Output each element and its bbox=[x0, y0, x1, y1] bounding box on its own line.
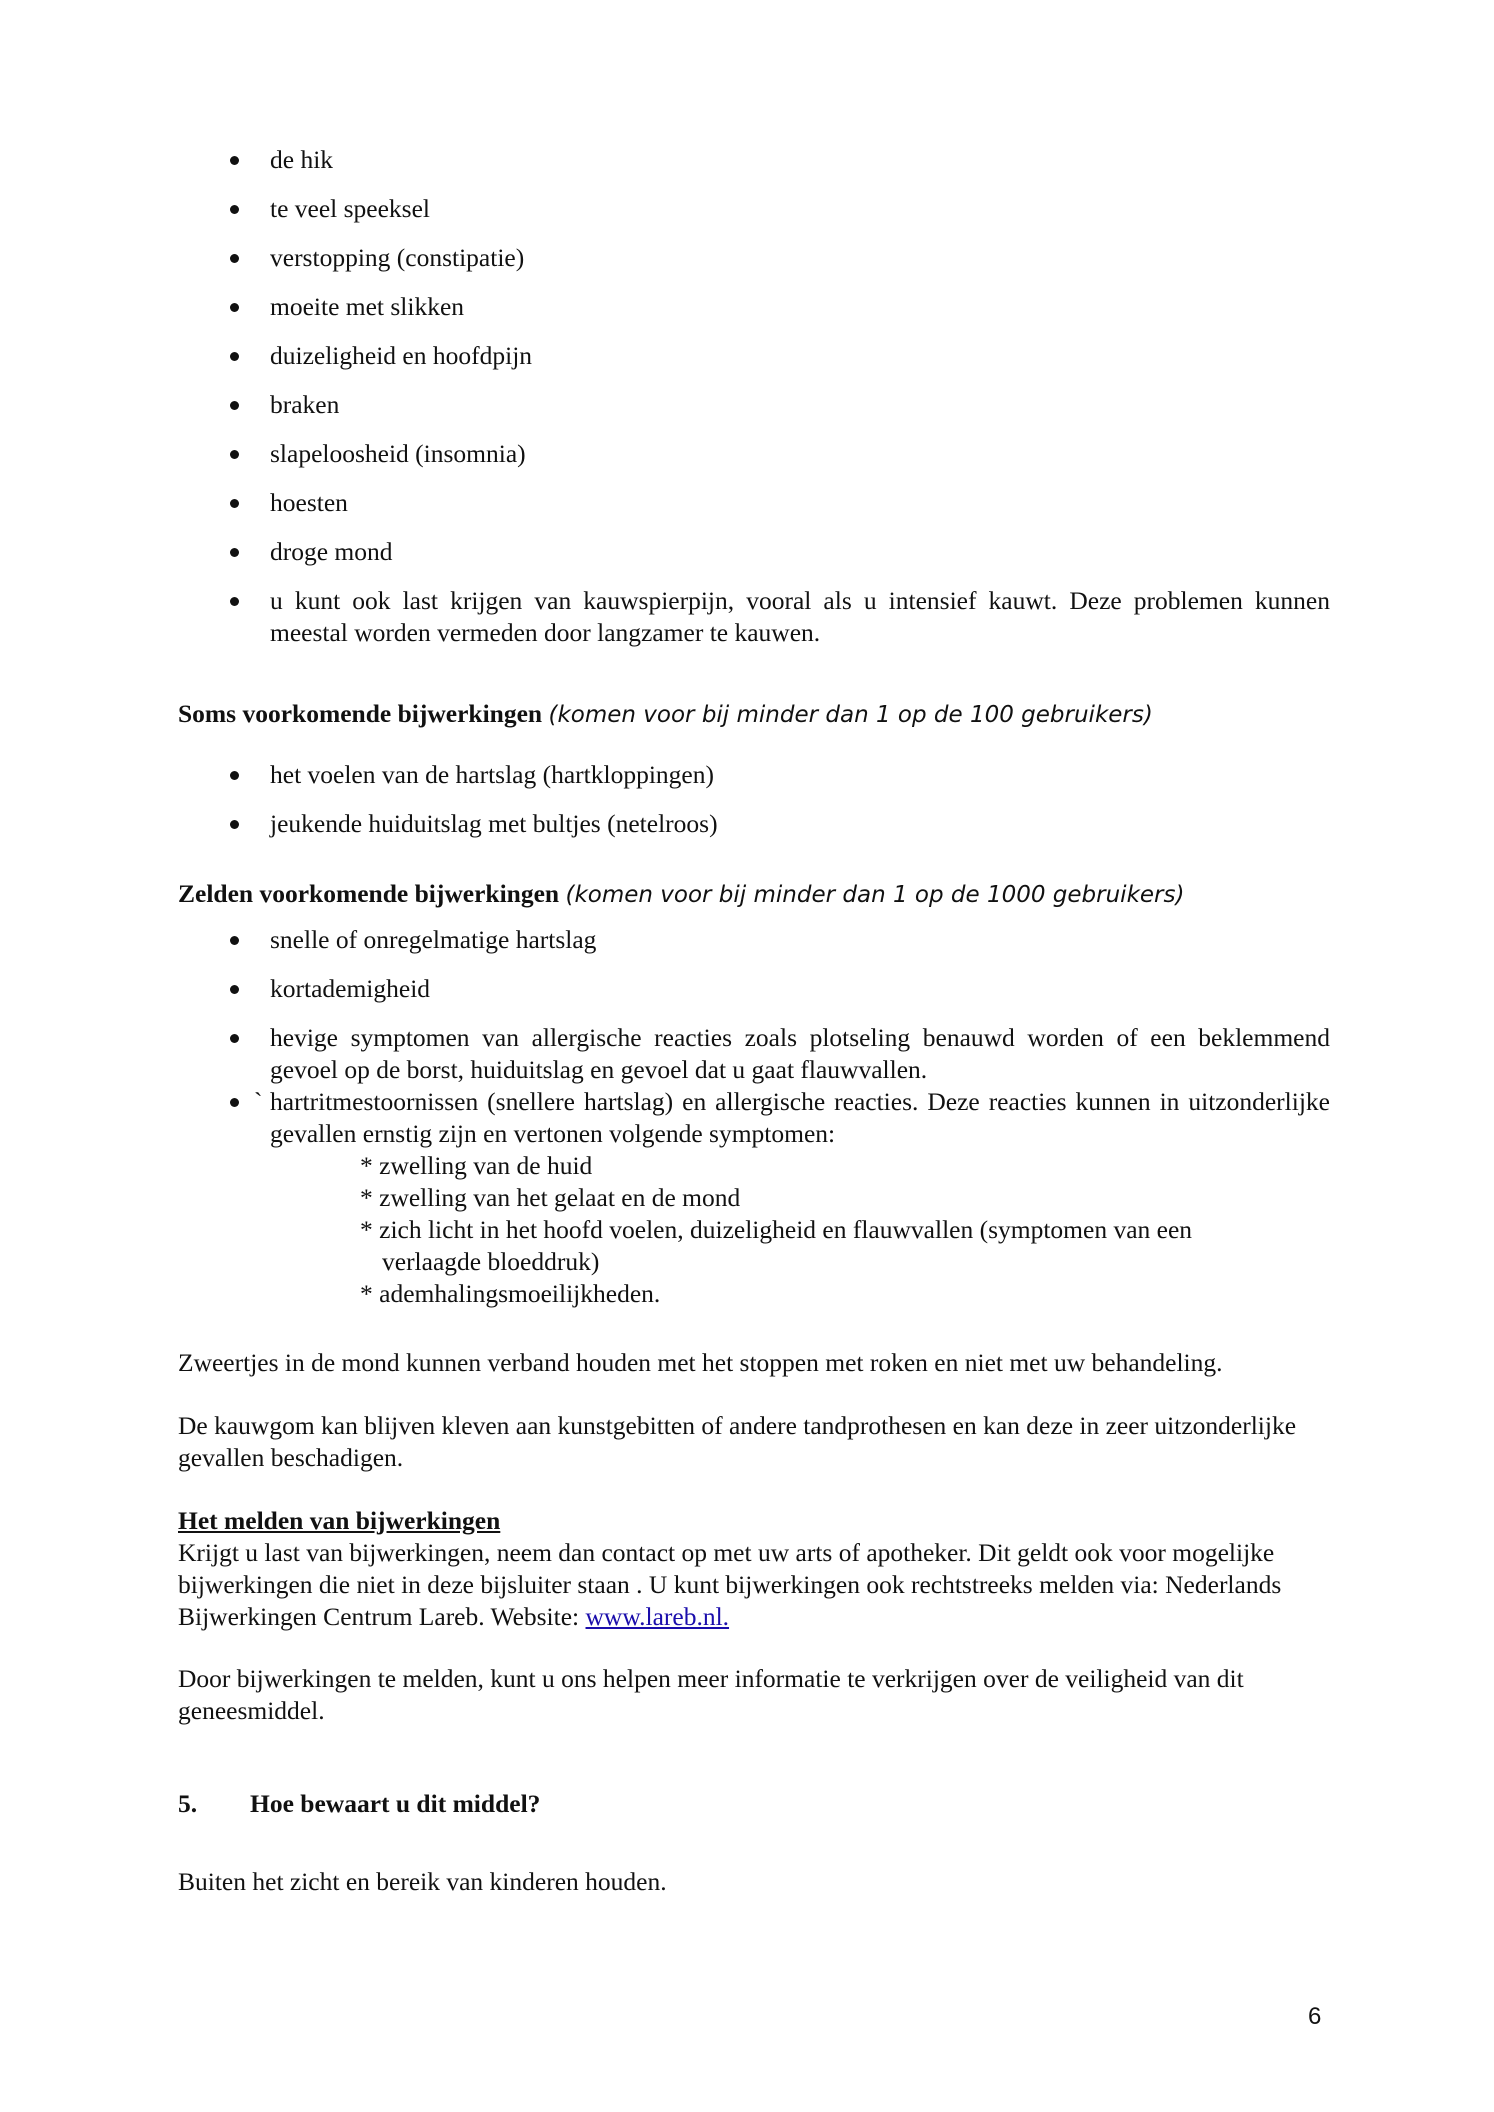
zelden-note: (komen voor bij minder dan 1 op de 1000 gebruikers) bbox=[565, 882, 1185, 908]
zelden-list bbox=[230, 924, 1330, 1310]
bullet-icon bbox=[230, 597, 239, 606]
bullet-icon bbox=[230, 205, 239, 214]
symptom-list bbox=[270, 1150, 1330, 1310]
section-heading bbox=[178, 1788, 540, 1820]
page-number: 6 bbox=[1308, 2003, 1322, 2030]
side-effects-list bbox=[230, 144, 1330, 649]
bewaren-paragraph: Buiten het zicht en bereik van kinderen houden. bbox=[178, 1867, 667, 1896]
section-number: 5. bbox=[178, 1789, 198, 1818]
soms-list bbox=[230, 759, 1330, 840]
list-item: ` hartritmestoornissen (snellere hartslag) en allergische reacties. Deze reacties kunnen in uitzonderlijke gevallen ernstig zijn en vertonen volgende symptomen: * zwelling van de huid * zwelling van het gelaat en de mond * zich licht in het hoofd voelen, duizeligheid en flauwvallen (symptomen van een verlaagde bloeddruk) * ademhalingsmoeilijkheden. bbox=[230, 1086, 1330, 1310]
bullet-icon bbox=[230, 1098, 239, 1107]
symptom-item: * ademhalingsmoeilijkheden. bbox=[360, 1279, 661, 1308]
list-item: duizeligheid en hoofdpijn bbox=[230, 340, 1330, 372]
list-item: het voelen van de hartslag (hartkloppingen) bbox=[230, 759, 1330, 791]
section-title: Hoe bewaart u dit middel? bbox=[250, 1789, 541, 1818]
lareb-link[interactable]: www.lareb.nl. bbox=[585, 1602, 730, 1631]
symptom-item-continued: verlaagde bloeddruk) bbox=[382, 1247, 600, 1276]
list-item: jeukende huiduitslag met bultjes (netelroos) bbox=[230, 808, 1330, 840]
list-item: kortademigheid bbox=[230, 973, 1330, 1005]
soms-heading bbox=[178, 698, 1328, 731]
soms-title: Soms voorkomende bijwerkingen bbox=[178, 699, 543, 728]
zelden-heading bbox=[178, 878, 1328, 911]
list-item: u kunt ook last krijgen van kauwspierpijn, vooral als u intensief kauwt. Deze problemen kunnen meestal worden vermeden door langzamer te kauwen. bbox=[230, 585, 1330, 649]
bullet-icon bbox=[230, 985, 239, 994]
bullet-icon bbox=[230, 303, 239, 312]
bullet-icon bbox=[230, 771, 239, 780]
symptom-item: * zich licht in het hoofd voelen, duizeligheid en flauwvallen (symptomen van een bbox=[360, 1215, 1193, 1244]
melden-title: Het melden van bijwerkingen bbox=[178, 1506, 501, 1535]
list-item: te veel speeksel bbox=[230, 193, 1330, 225]
melden-section bbox=[178, 1505, 1330, 1633]
bullet-icon bbox=[230, 1034, 239, 1043]
tick-mark: ` bbox=[254, 1087, 263, 1116]
list-item: braken bbox=[230, 389, 1330, 421]
bullet-icon bbox=[230, 548, 239, 557]
bullet-icon bbox=[230, 450, 239, 459]
list-item: droge mond bbox=[230, 536, 1330, 568]
melden-paragraph: Door bijwerkingen te melden, kunt u ons helpen meer informatie te verkrijgen over de veiligheid van dit geneesmiddel. bbox=[178, 1664, 1244, 1725]
bullet-icon bbox=[230, 820, 239, 829]
list-item: snelle of onregelmatige hartslag bbox=[230, 924, 1330, 956]
soms-note: (komen voor bij minder dan 1 op de 100 gebruikers) bbox=[548, 702, 1153, 728]
bullet-icon bbox=[230, 156, 239, 165]
bullet-icon bbox=[230, 254, 239, 263]
symptom-item: * zwelling van het gelaat en de mond bbox=[360, 1183, 741, 1212]
list-item: slapeloosheid (insomnia) bbox=[230, 438, 1330, 470]
list-item: hoesten bbox=[230, 487, 1330, 519]
kauwgom-paragraph: De kauwgom kan blijven kleven aan kunstgebitten of andere tandprothesen en kan deze in zeer uitzonderlijke gevallen beschadigen. bbox=[178, 1411, 1297, 1472]
symptom-item: * zwelling van de huid bbox=[360, 1151, 593, 1180]
list-item: hevige symptomen van allergische reacties zoals plotseling benauwd worden of een beklemmend gevoel op de borst, huiduitslag en gevoel dat u gaat flauwvallen. bbox=[230, 1022, 1330, 1086]
bullet-icon bbox=[230, 401, 239, 410]
zelden-title: Zelden voorkomende bijwerkingen bbox=[178, 879, 560, 908]
list-item: moeite met slikken bbox=[230, 291, 1330, 323]
melden-text: Krijgt u last van bijwerkingen, neem dan contact op met uw arts of apotheker. Dit geldt ook voor mogelijke bijwerkingen die niet in deze bijsluiter staan . U kunt bijwerkingen ook rechtstreeks melden via: Nederlands Bijwerkingen Centrum Lareb. Website: www.lareb.nl. bbox=[178, 1538, 1282, 1631]
bullet-icon bbox=[230, 352, 239, 361]
list-item: verstopping (constipatie) bbox=[230, 242, 1330, 274]
bullet-icon bbox=[230, 936, 239, 945]
zweertjes-paragraph: Zweertjes in de mond kunnen verband houden met het stoppen met roken en niet met uw behandeling. bbox=[178, 1348, 1223, 1377]
bullet-icon bbox=[230, 499, 239, 508]
list-item: de hik bbox=[230, 144, 1330, 176]
